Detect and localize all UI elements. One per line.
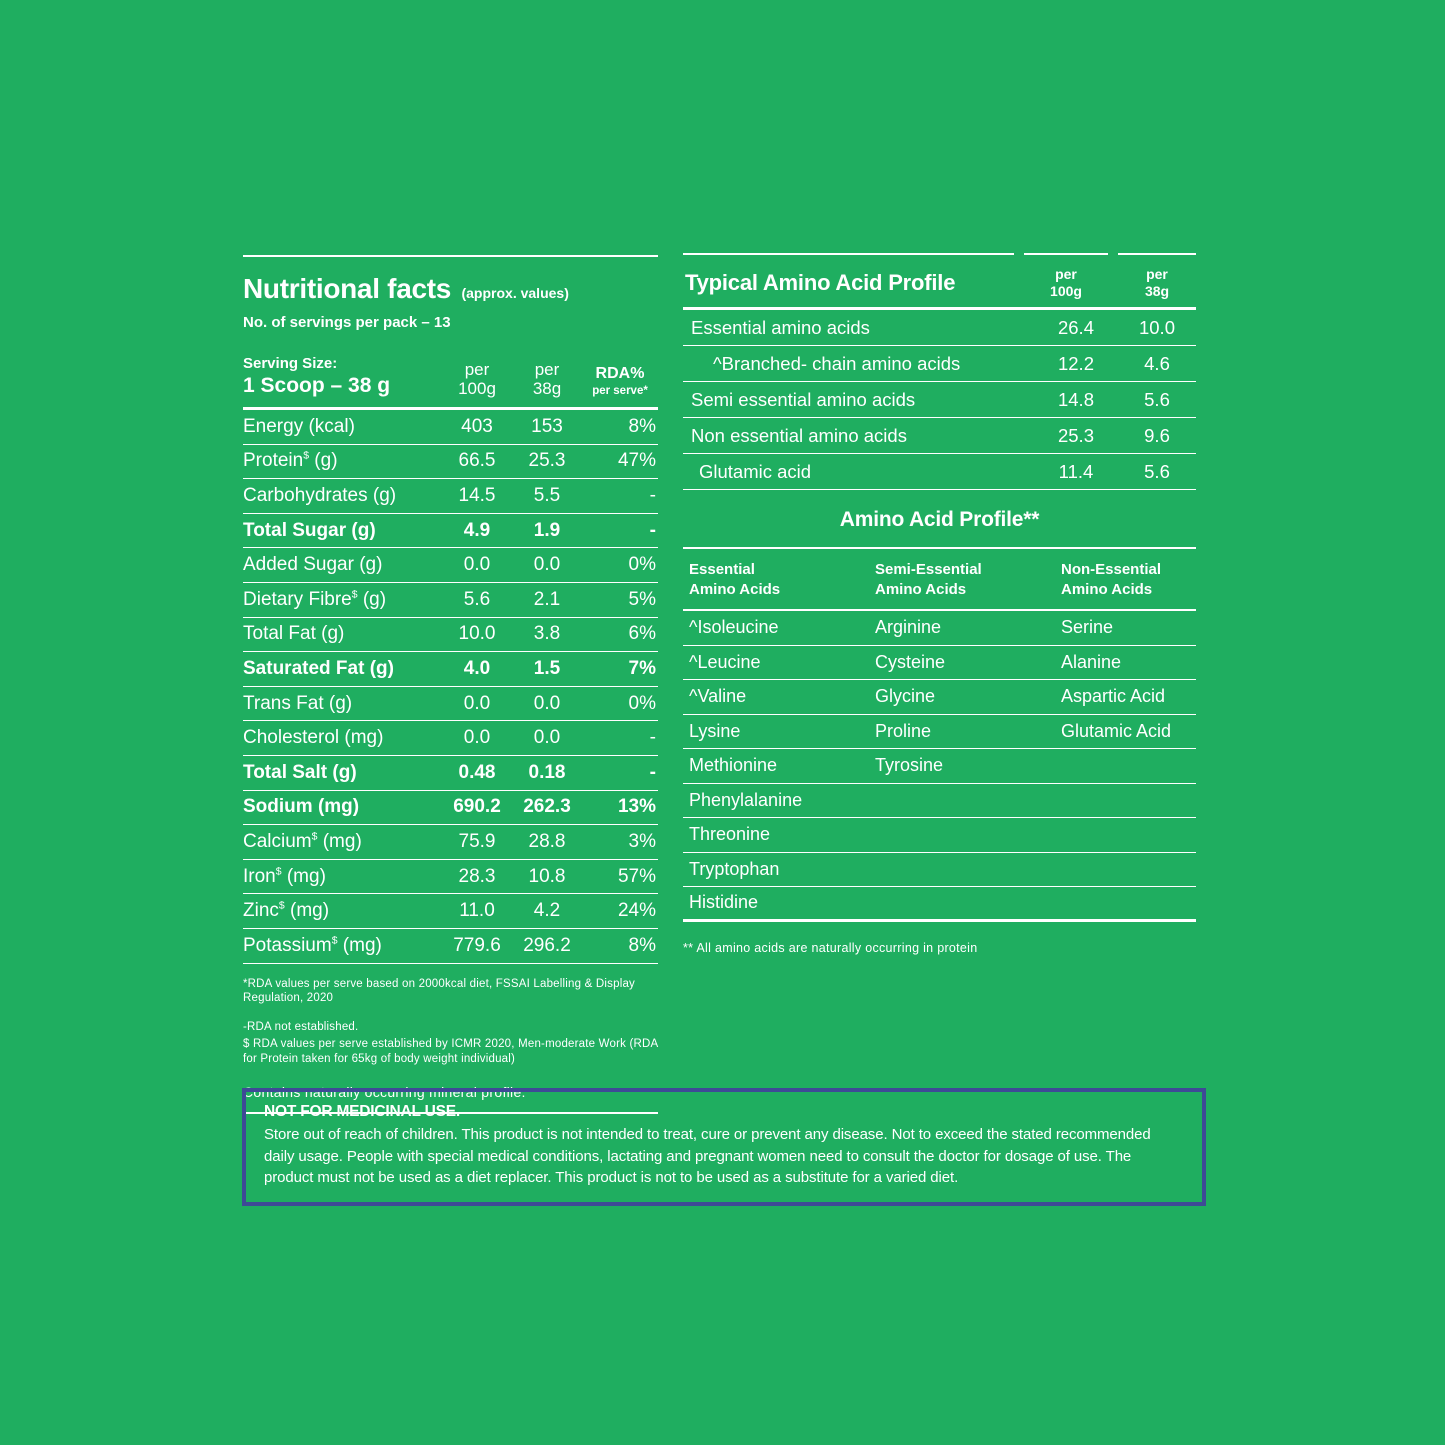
approx-values-note: (approx. values) bbox=[461, 285, 569, 301]
serving-size-block bbox=[243, 355, 442, 398]
footnotes-block bbox=[243, 977, 658, 1068]
table-row: Histidine bbox=[683, 887, 1196, 922]
table-row-total-sugar: Total Sugar (g) 4.9 1.9 - bbox=[243, 514, 658, 549]
warning-box bbox=[242, 1088, 1206, 1206]
table-row-dietary-fibre: Dietary Fibre$ (g) 5.6 2.1 5% bbox=[243, 583, 658, 618]
table-row-glutamic-acid: Glutamic acid 11.4 5.6 bbox=[683, 454, 1196, 490]
amino-acid-panel bbox=[683, 253, 1196, 955]
footnote-rda: *RDA values per serve based on 2000kcal diet, FSSAI Labelling & Display Regulation, 2020 bbox=[243, 977, 635, 1005]
column-header-per-38g: per 38g bbox=[532, 359, 562, 398]
amino-acid-table-headers bbox=[683, 549, 1196, 611]
table-row-energy: Energy (kcal) 403 153 8% bbox=[243, 410, 658, 445]
amino-profile-header bbox=[683, 253, 1196, 310]
table-row: Phenylalanine bbox=[683, 784, 1196, 819]
amino-acid-profile-title: Amino Acid Profile** bbox=[839, 508, 1040, 531]
table-row-protein: Protein$ (g) 66.5 25.3 47% bbox=[243, 445, 658, 480]
servings-per-pack: No. of servings per pack – 13 bbox=[243, 314, 451, 331]
amino-profile-title: Typical Amino Acid Profile bbox=[685, 270, 956, 295]
table-row-saturated-fat: Saturated Fat (g) 4.0 1.5 7% bbox=[243, 652, 658, 687]
table-row: ^Isoleucine Arginine Serine bbox=[683, 611, 1196, 646]
table-row: Lysine Proline Glutamic Acid bbox=[683, 715, 1196, 750]
column-header-semi-essential: Semi-Essential Amino Acids bbox=[875, 561, 982, 598]
table-row-zinc: Zinc$ (mg) 11.0 4.2 24% bbox=[243, 894, 658, 929]
table-row-branched-chain: ^Branched- chain amino acids 12.2 4.6 bbox=[683, 346, 1196, 382]
nutrition-facts-title-row bbox=[243, 257, 658, 305]
column-header-per-100g: per 100g bbox=[1024, 253, 1108, 307]
table-row-non-essential: Non essential amino acids 25.3 9.6 bbox=[683, 418, 1196, 454]
nutrition-facts-title: Nutritional facts bbox=[243, 273, 452, 304]
column-header-per-100g: per 100g bbox=[458, 359, 496, 398]
footnote-icmr: $ RDA values per serve established by ICMR 2020, Men-moderate Work (RDA for Protein taken for 65kg of body weight individual) bbox=[243, 1038, 658, 1066]
table-row: Threonine bbox=[683, 818, 1196, 853]
nutrition-table-header bbox=[243, 355, 658, 410]
table-row-calcium: Calcium$ (mg) 75.9 28.8 3% bbox=[243, 825, 658, 860]
column-header-essential: Essential Amino Acids bbox=[689, 561, 781, 598]
column-header-non-essential: Non-Essential Amino Acids bbox=[1061, 561, 1162, 598]
table-row: Tryptophan bbox=[683, 853, 1196, 888]
table-row-trans-fat: Trans Fat (g) 0.0 0.0 0% bbox=[243, 687, 658, 722]
table-row-semi-essential: Semi essential amino acids 14.8 5.6 bbox=[683, 382, 1196, 418]
table-row-added-sugar: Added Sugar (g) 0.0 0.0 0% bbox=[243, 548, 658, 583]
table-row-potassium: Potassium$ (mg) 779.6 296.2 8% bbox=[243, 929, 658, 964]
warning-title: NOT FOR MEDICINAL USE. bbox=[264, 1103, 460, 1120]
table-row-cholesterol: Cholesterol (mg) 0.0 0.0 - bbox=[243, 721, 658, 756]
amino-profile-title-cell bbox=[683, 253, 1014, 307]
table-row: Methionine Tyrosine bbox=[683, 749, 1196, 784]
warning-body: Store out of reach of children. This product is not intended to treat, cure or prevent any disease. Not to exceed the stated recommended daily usage. People with special medical conditions, lactating and pregnant women need to consult the doctor for dosage of use. The product must not be used as a diet replacer. This product is not to be used as a substitute for a varied diet. bbox=[264, 1126, 1151, 1186]
table-row-total-fat: Total Fat (g) 10.0 3.8 6% bbox=[243, 618, 658, 653]
nutrition-facts-panel bbox=[243, 255, 658, 1114]
table-row: ^Valine Glycine Aspartic Acid bbox=[683, 680, 1196, 715]
table-row-sodium: Sodium (mg) 690.2 262.3 13% bbox=[243, 791, 658, 826]
column-header-per-38g: per 38g bbox=[1118, 253, 1196, 307]
footnote-rda-not-established: -RDA not established. bbox=[243, 1021, 359, 1034]
serving-size-label: Serving Size: bbox=[243, 355, 338, 372]
table-row-essential: Essential amino acids 26.4 10.0 bbox=[683, 310, 1196, 346]
column-header-rda: RDA% per serve* bbox=[592, 365, 648, 398]
table-row-iron: Iron$ (mg) 28.3 10.8 57% bbox=[243, 860, 658, 895]
table-row-carbohydrates: Carbohydrates (g) 14.5 5.5 - bbox=[243, 479, 658, 514]
serving-size-value: 1 Scoop – 38 g bbox=[243, 374, 391, 397]
table-row-total-salt: Total Salt (g) 0.48 0.18 - bbox=[243, 756, 658, 791]
contains-note: Contains naturally occurring mineral profile. bbox=[243, 1084, 526, 1101]
amino-acid-footnote: ** All amino acids are naturally occurring in protein bbox=[683, 940, 978, 955]
table-row: ^Leucine Cysteine Alanine bbox=[683, 646, 1196, 681]
amino-acid-table bbox=[683, 547, 1196, 922]
